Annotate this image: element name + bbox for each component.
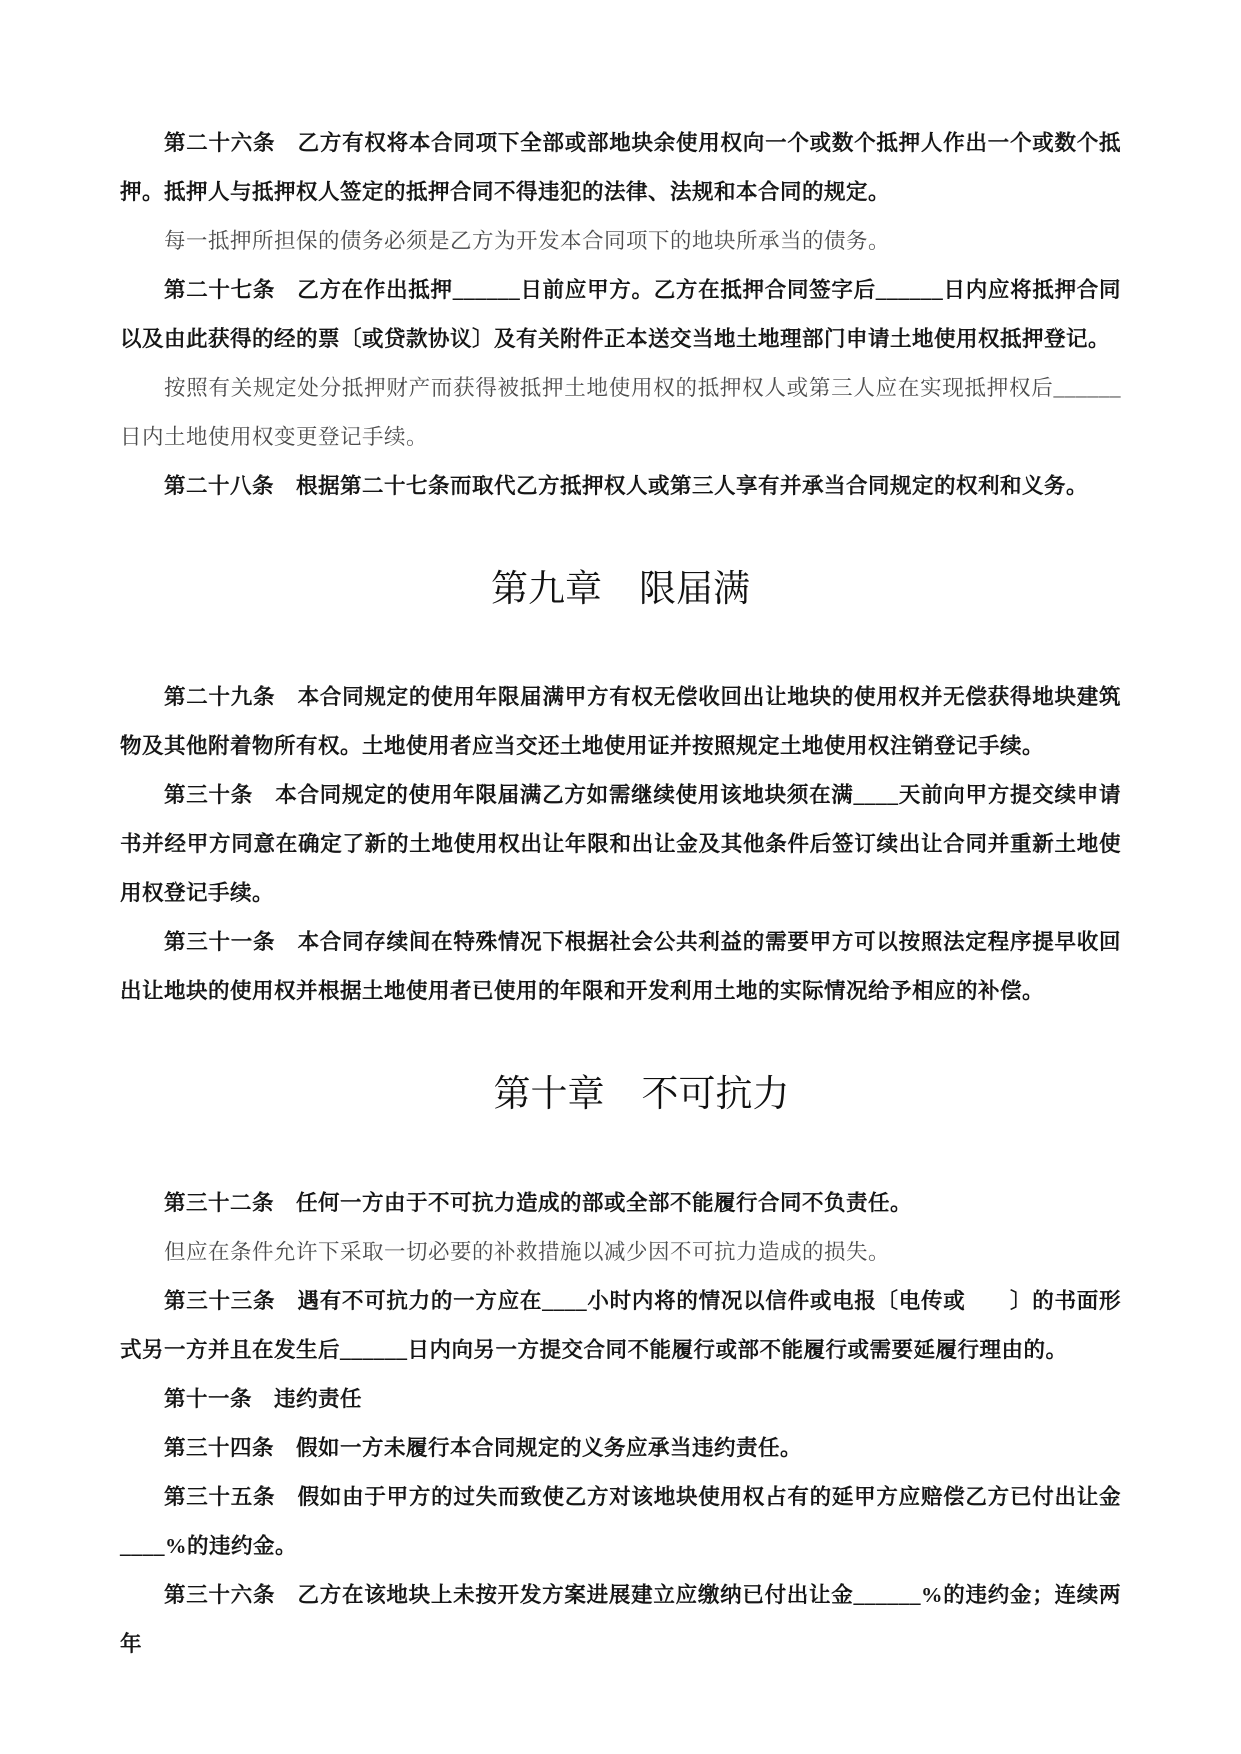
article-35: 第三十五条 假如由于甲方的过失而致使乙方对该地块使用权占有的延甲方应赔偿乙方已付出让金____%的违约金。 xyxy=(120,1485,1121,1558)
article-34: 第三十四条 假如一方未履行本合同规定的义务应承当违约责任。 xyxy=(164,1436,803,1460)
article-26-note: 每一抵押所担保的债务必须是乙方为开发本合同项下的地块所承当的债务。 xyxy=(164,229,891,253)
article-30: 第三十条 本合同规定的使用年限届满乙方如需继续使用该地块须在满____天前向甲方提交续申请书并经甲方同意在确定了新的土地使用权出让年限和出让金及其他条件后签订续出让合同并重新土地使用权登记手续。 xyxy=(120,783,1121,905)
article-32-note: 但应在条件允许下采取一切必要的补救措施以减少因不可抗力造成的损失。 xyxy=(164,1240,891,1264)
article-27-note: 按照有关规定处分抵押财产而获得被抵押土地使用权的抵押权人或第三人应在实现抵押权后______日内土地使用权变更登记手续。 xyxy=(120,376,1121,449)
article-27: 第二十七条 乙方在作出抵押______日前应甲方。乙方在抵押合同签字后______日内应将抵押合同以及由此获得的经的票〔或贷款协议〕及有关附件正本送交当地土地理部门申请土地使用权抵押登记。 xyxy=(120,278,1121,351)
document-page xyxy=(120,119,1121,1669)
chapter-10-heading: 第十章 不可抗力 xyxy=(493,1074,790,1115)
article-31: 第三十一条 本合同存续间在特殊情况下根据社会公共利益的需要甲方可以按照法定程序提早收回出让地块的使用权并根据土地使用者已使用的年限和开发利用土地的实际情况给予相应的补偿。 xyxy=(120,930,1121,1003)
article-32: 第三十二条 任何一方由于不可抗力造成的部或全部不能履行合同不负责任。 xyxy=(164,1191,913,1215)
article-29: 第二十九条 本合同规定的使用年限届满甲方有权无偿收回出让地块的使用权并无偿获得地块建筑物及其他附着物所有权。土地使用者应当交还土地使用证并按照规定土地使用权注销登记手续。 xyxy=(120,685,1121,758)
chapter-9-heading: 第九章 限届满 xyxy=(491,569,750,610)
section-11-title: 第十一条 违约责任 xyxy=(164,1387,363,1411)
article-33: 第三十三条 遇有不可抗力的一方应在____小时内将的情况以信件或电报〔电传或 〕的书面形式另一方并且在发生后______日内向另一方提交合同不能履行或部不能履行或需要延履行理由的。 xyxy=(120,1289,1121,1362)
article-28: 第二十八条 根据第二十七条而取代乙方抵押权人或第三人享有并承当合同规定的权利和义务。 xyxy=(164,474,1089,498)
article-26: 第二十六条 乙方有权将本合同项下全部或部地块余使用权向一个或数个抵押人作出一个或数个抵押。抵押人与抵押权人签定的抵押合同不得违犯的法律、法规和本合同的规定。 xyxy=(120,131,1121,204)
article-36: 第三十六条 乙方在该地块上未按开发方案进展建立应缴纳已付出让金______%的违约金；连续两年 xyxy=(120,1583,1121,1656)
